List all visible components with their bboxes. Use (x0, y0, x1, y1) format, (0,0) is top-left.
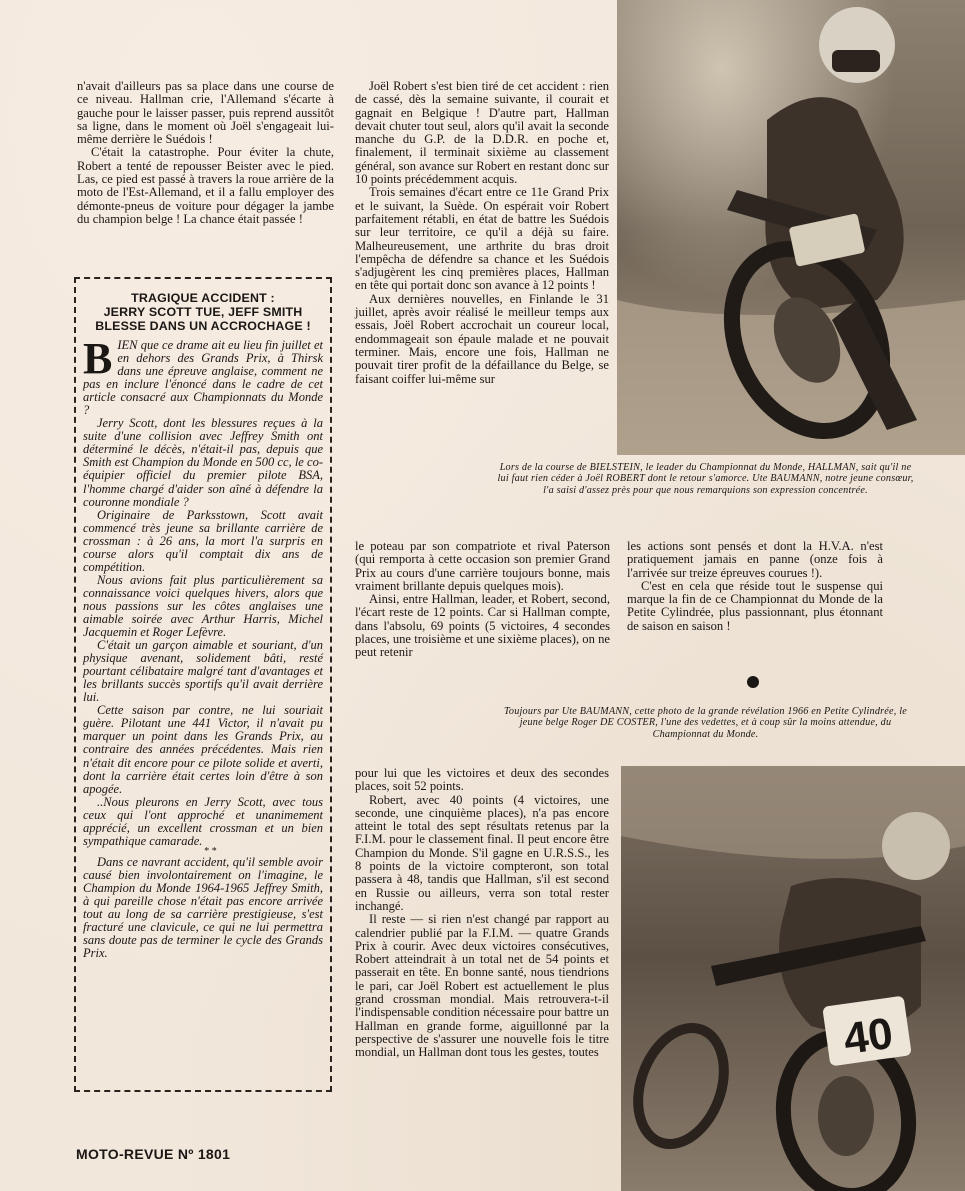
photo-hallman-motocross (617, 0, 965, 455)
paragraph: Nous avions fait plus particulièrement sa connaissance voici quelques hivers, alors que nous passions sur les côtes anglaises une aimable soirée avec Arthur Harris, Michel Jacquemin et Roger Lefèvre. (83, 572, 323, 640)
photo-caption-2: Toujours par Ute BAUMANN, cette photo de la grande révélation 1966 en Petite Cylindrée, le jeune belge Roger DE COSTER, l'une des vedettes, et à coup sûr la moins attendue, du Championnat du Monde. (504, 706, 907, 740)
sidebar-box-accident (74, 277, 332, 1092)
paragraph: Dans ce navrant accident, qu'il semble avoir causé bien involontairement on l'imagine, le Champion du Monde 1964-1965 Jeffrey Smith, à qui pareille chose n'était pas encore arrivée tout au long de sa carrière prestigieuse, s'est fracturé une clavicule, ce qui ne lui permettra sans doute pas de terminer le cycle des Grands Prix. (83, 854, 323, 961)
paragraph: n'avait d'ailleurs pas sa place dans une course de ce niveau. Hallman crie, l'Allemand s'écarte à gauche pour le laisser passer, puis reprend aussitôt sa ligne, dans le moment où Joël s'engageait lui-même derrière le Suédois ! (77, 79, 334, 147)
paragraph: Cette saison par contre, ne lui souriait guère. Pilotant une 441 Victor, il n'avait pu marquer un point dans les Grands Prix, au contraire des années précédentes. Mais rien n'était dit encore pour ce pilote solide et averti, dont la carrière était certes loin d'être à son apogée. (83, 703, 323, 796)
article-column-3 (355, 540, 610, 660)
paragraph: Il reste — si rien n'est changé par rapport au calendrier publié par la F.I.M. — quatre Grands Prix à courir. Avec deux victoires consécutives, Robert atteindrait à un total net de 54 points et passerait en tête. En bonne santé, nous tiendrions le pari, car Joël Robert est actuellement le plus grand crossman mondial. Mais retrouvera-t-il l'indispensable condition nécessaire pour battre un Hallman en grande forme, aiguillonné par la perspective de s'assurer une nouvelle fois le titre mondial, un Hallman dont tous les gestes, toutes (355, 912, 609, 1060)
box-body (83, 334, 323, 961)
lead-text: IEN que ce drame ait eu lieu fin juillet et en dehors des Grands Prix, à Thirsk dans une épreuve anglaise, comment ne pas en inclure l'énoncé dans le cadre de cet article consacré aux Championnats du Monde ? (83, 338, 323, 418)
drop-cap: B (83, 334, 113, 383)
paragraph: les actions sont pensés et dont la H.V.A. n'est pratiquement jamais en panne (onze fois à l'arrivée sur treize épreuves courues !). (627, 539, 883, 580)
paragraph: Trois semaines d'écart entre ce 11e Grand Prix et le suivant, la Suède. On espérait voir Robert parfaitement rétabli, en état de battre les Suédois sur leur territoire, ce qu'il a déjà su faire. Malheureusement, une arthrite du bras droit l'empêcha de défendre sa chance et les Suédois s'adjugèrent les cinq premières places, Hallman en tête qui portait donc son avance à 12 points ! (355, 185, 609, 293)
separator-stars: * * (203, 845, 217, 857)
article-column-4 (627, 540, 883, 633)
paragraph: C'est en cela que réside tout le suspense qui marque la fin de ce Championnat du Monde de la Petite Cylindrée, plus passionnant, plus étonnant de saison en saison ! (627, 578, 883, 633)
box-title-line: JERRY SCOTT TUE, JEFF SMITH (103, 305, 303, 319)
photo-caption-1: Lors de la course de BIELSTEIN, le leader du Championnat du Monde, HALLMAN, sait qu'il ne lui faut rien céder à Joël ROBERT dont le retour s'amorce. Ute BAUMANN, notre jeune consœur, l'a saisi d'assez près pour que nous remarquions son expression concentrée. (497, 462, 914, 496)
paragraph: ..Nous pleurons en Jerry Scott, avec tous ceux qui l'ont approché et unanimement apprécié, un excellent crossman et un bien sympathique camarade. (83, 794, 323, 848)
article-column-5 (355, 767, 609, 1060)
article-column-2 (355, 80, 609, 386)
paragraph: C'était un garçon aimable et souriant, d'un physique avenant, solidement bâti, resté pourtant célibataire malgré tant d'avantages et les brillants succès sportifs qu'il avait derrière lui. (83, 638, 323, 705)
photo-de-coster-motocross (621, 766, 965, 1191)
paragraph: Aux dernières nouvelles, en Finlande le 31 juillet, après avoir réalisé le meilleur temps aux essais, Joël Robert accrochait un coureur local, endommageait son épaule malade et ne pouvait terminer. Mais, encore une fois, Hallman ne pouvait tirer profit de la défaillance du Belge, se faisant coiffer lui-même sur (355, 291, 609, 386)
box-title (83, 291, 323, 333)
magazine-footer: MOTO-REVUE Nº 1801 (76, 1146, 231, 1162)
paragraph: le poteau par son compatriote et rival Paterson (qui remporta à cette occasion son premier Grand Prix au cours d'une carrière toujours bonne, mais vraiment brillante depuis quelques mois). (355, 539, 610, 593)
paragraph: Ainsi, entre Hallman, leader, et Robert, second, l'écart reste de 12 points. Car si Hallman compte, dans l'absolu, 69 points (5 victoires, 4 secondes places, une troisième et une sixième places), on ne peut retenir (355, 592, 610, 660)
paragraph: C'était la catastrophe. Pour éviter la chute, Robert a tenté de repousser Beister avec le pied. Las, ce pied est passé à travers la roue arrière de la moto de l'Est-Allemand, et il a fallu employer des démonte-pneus de voiture pour dégager la jambe du champion belge ! La chance était passée ! (77, 145, 334, 226)
paragraph: pour lui que les victoires et deux des secondes places, soit 52 points. (355, 766, 609, 794)
paragraph: Robert, avec 40 points (4 victoires, une seconde, une cinquième places), n'a pas encore atteint le total des sept résultats retenus par la F.I.M. pour le classement final. Il peut encore être Champion du Monde. S'il gagne en U.R.S.S., les 8 points de la victoire compteront, son total passera à 48, tandis que Hallman, s'il est second en Russie ou ailleurs, verra son total rester inchangé. (355, 792, 609, 913)
paragraph: Joël Robert s'est bien tiré de cet accident : rien de cassé, dès la semaine suivante, il courait et gagnait en Belgique ! D'autre part, Hallman devait chuter tout seul, alors qu'il avait la seconde manche du G.P. de la D.D.R. en poche et, finalement, il terminait sixième au classement général, son avance sur Robert en restant donc sur 10 points précédemment acquis. (355, 79, 609, 187)
box-title-line: BLESSE DANS UN ACCROCHAGE ! (95, 319, 311, 333)
paragraph: Originaire de Parksstown, Scott avait commencé très jeune sa brillante carrière de crossman : à 26 ans, la mort l'a surpris en course alors qu'il comptait dix ans de compétition. (83, 507, 323, 574)
article-column-1 (77, 80, 334, 226)
paragraph: Jerry Scott, dont les blessures reçues à la suite d'une collision avec Jeffrey Smith ont déterminé le décès, n'était-il pas, depuis que Smith est Champion du Monde en 500 cc, le co-équipier officiel du premier pilote BSA, l'homme chargé d'aider son aîné à défendre la couronne mondiale ? (83, 416, 323, 509)
race-number: 40 (840, 1008, 896, 1065)
photo-image (621, 766, 965, 1191)
box-lead-paragraph (83, 334, 323, 418)
end-bullet (747, 676, 759, 688)
photo-image (617, 0, 965, 455)
box-title-line: TRAGIQUE ACCIDENT : (131, 291, 275, 305)
